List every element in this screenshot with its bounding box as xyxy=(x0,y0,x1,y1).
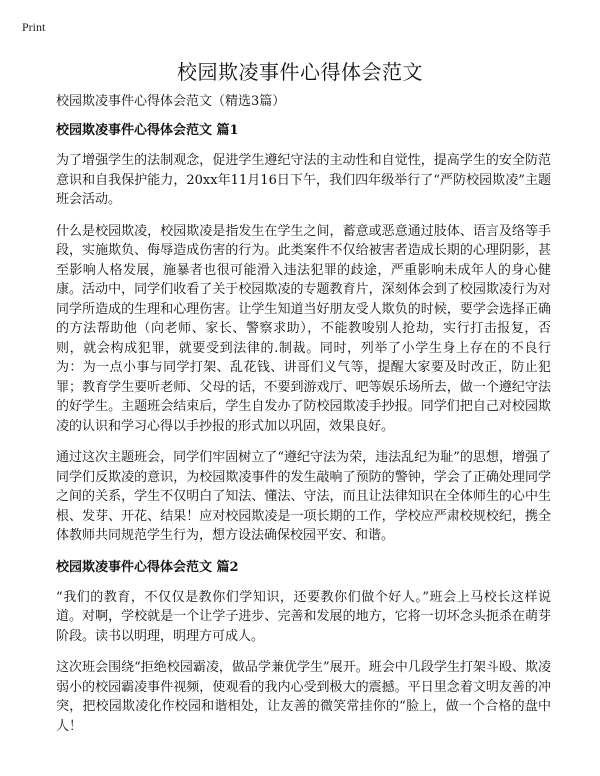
document-title: 校园欺凌事件心得体会范文 xyxy=(177,60,423,84)
section-1-paragraph-1: 为了增强学生的法制观念，促进学生遵纪守法的主动性和自觉性，提高学生的安全防范意识和自我保护能力，20xx年11月16日下午，我们四年级举行了“严防校园欺凌”主题班会活动。 xyxy=(56,153,551,207)
section-2-paragraph-2: 这次班会围绕“拒绝校园霸凌，做品学兼优学生”展开。班会中几段学生打架斗殴、欺凌弱小的校园霸凌事件视频，使观看的我内心受到极大的震撼。平日里念着文明友善的冲突，把校园欺凌化作校园和谐相处，让友善的微笑常挂你的“脸上，做一个合格的盘中人！ xyxy=(56,660,551,734)
section-1-paragraph-2: 什么是校园欺凌，校园欺凌是指发生在学生之间，蓄意或恶意通过肢体、语言及络等手段，实施欺负、侮辱造成伤害的行为。此类案件不仅给被害者造成长期的心理阴影，甚至影响人格发展，施暴者也很可能滑入违法犯罪的歧途，严重影响未成年人的身心健康。活动中，同学们收看了关于校园欺凌的专题教育片，深刻体会到了校园欺凌行为对同学所造成的生理和心理伤害。让学生知道当好朋友受人欺负的时候，要学会选择正确的方法帮助他（向老师、家长、警察求助），不能教唆别人抢劫，实行打击报复，否则，就会构成犯罪，就要受到法律的.制裁。同时，列举了小学生身上存在的不良行为：为一点小事与同学打架、乱花钱、讲哥们义气等，提醒大家要及时改正，防止犯罪；教育学生要听老师、父母的话，不要到游戏厅、吧等娱乐场所去，做一个遵纪守法的好学生。主题班会结束后，学生自发办了防校园欺凌手抄报。同学们把自己对校园欺凌的认识和学习心得以手抄报的形式加以巩固，效果良好。 xyxy=(56,223,551,434)
section-heading-2: 校园欺凌事件心得体会范文 篇2 xyxy=(56,559,239,575)
document-subtitle: 校园欺凌事件心得体会范文（精选3篇） xyxy=(56,94,286,109)
print-link[interactable]: Print xyxy=(22,20,46,34)
section-2-paragraph-1: “我们的教育，不仅仅是教你们学知识，还要教你们做个好人。”班会上马校长这样说道。对啊，学校就是一个让学子进步、完善和发展的地方，它将一切坏念头扼杀在萌芽阶段。读书以明理，明理方可成人。 xyxy=(56,589,551,644)
section-heading-1: 校园欺凌事件心得体会范文 篇1 xyxy=(56,123,239,138)
document-body xyxy=(56,92,551,748)
section-1-paragraph-3: 通过这次主题班会，同学们牢固树立了“遵纪守法为荣，违法乱纪为耻”的思想，增强了同学们反欺凌的意识，为校园欺凌事件的发生敲响了预防的警钟，学会了正确处理同学之间的关系，学生不仅明白了知法、懂法、守法，而且让法律知识在全体师生的心中生根、发芽、开花、结果！应对校园欺凌是一项长期的工作，学校应严肃校规校纪，携全体教师共同规范学生行为，想方设法确保校园平安、和谐。 xyxy=(56,450,551,543)
